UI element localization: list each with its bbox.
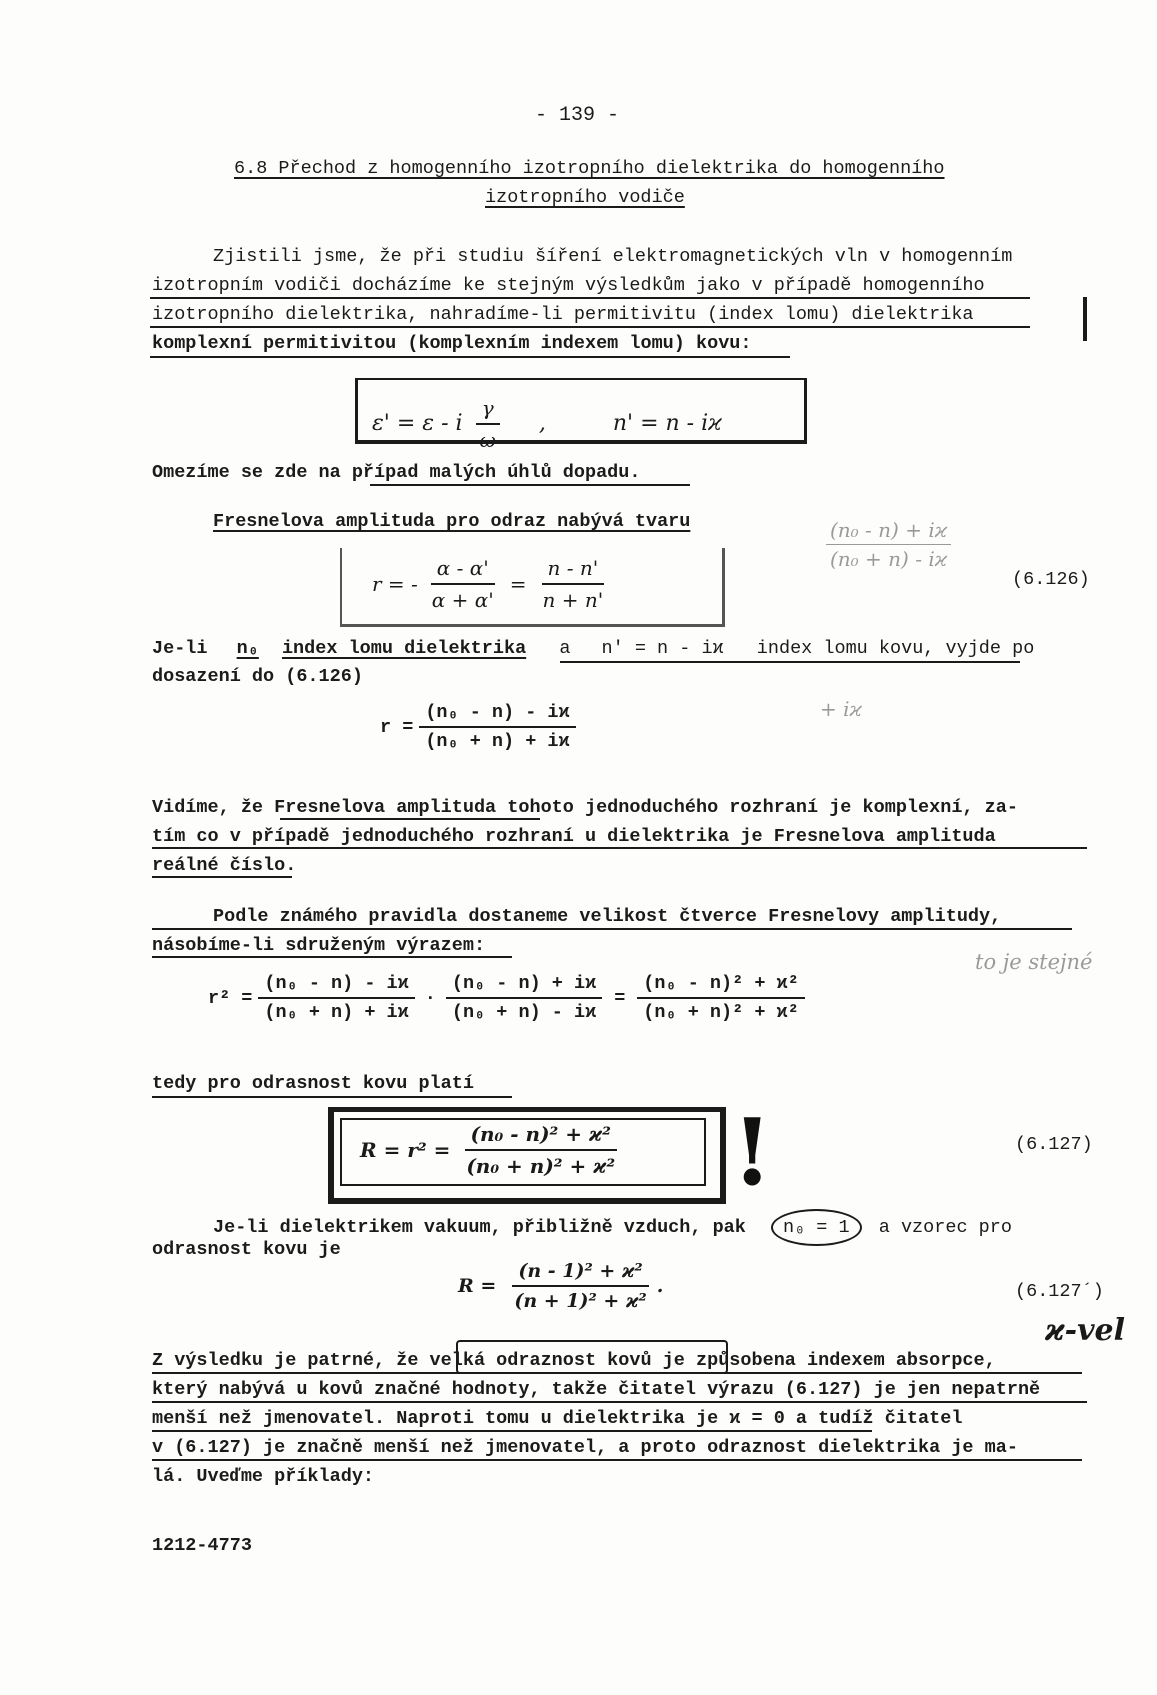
fraction-reflectance (460, 1122, 621, 1178)
conclusion-line-5: lá. Uveďme příklady: (152, 1466, 375, 1487)
underline-stroke (152, 1459, 1082, 1461)
je-li-line-1 (152, 638, 1034, 659)
equation-label-6-127: (6.127) (1015, 1134, 1093, 1155)
comma: , (538, 411, 546, 436)
fraction-r2-second (446, 973, 602, 1023)
fraction-r2-first (258, 973, 414, 1023)
fraction-r2-result (637, 973, 804, 1023)
fraction-alpha (426, 556, 500, 612)
equation-6-126 (372, 556, 609, 612)
fraction-denominator: (n₀ + n)² + ϰ² (643, 1002, 799, 1023)
underline-stroke (152, 847, 1087, 849)
underline-stroke (150, 326, 1030, 328)
complex-index-equation: n' = n - iϰ (612, 411, 722, 436)
exclamation-mark: ! (732, 1098, 773, 1206)
tedy-sentence: tedy pro odrasnost kovu platí (152, 1073, 474, 1094)
fraction-numerator: n - n' (542, 556, 605, 585)
text-a: a (559, 638, 571, 659)
equation-label-6-127-prime: (6.127´) (1015, 1281, 1104, 1302)
page-number: - 139 - (535, 104, 620, 127)
underline-stroke (150, 356, 790, 358)
multiplication-dot: · (424, 987, 436, 1009)
fraction-denominator: α + α' (431, 588, 494, 612)
equals-sign: = (509, 572, 527, 596)
podle-line-1: Podle známého pravidla dostaneme velikost čtverce Fresnelovy amplitudy, (213, 906, 1002, 927)
equation-lhs: r = - (372, 572, 418, 596)
podle-line-2: násobíme-li sdruženým výrazem: (152, 935, 486, 956)
circled-phrase (456, 1340, 728, 1374)
equation-label-6-126: (6.126) (1012, 569, 1090, 590)
pencil-note-numerator: (n₀ - n) + iϰ (826, 518, 951, 545)
vidime-line-3: reálné číslo. (152, 855, 297, 876)
text-vakuum: Je-li dielektrikem vakuum, přibližně vzduch, pak (213, 1217, 746, 1238)
margin-note-kappa: ϰ-vel (1045, 1313, 1126, 1348)
equation-lhs: R = (458, 1275, 497, 1297)
margin-bar-mark (1083, 297, 1087, 341)
equation-lhs: r = (380, 716, 414, 738)
intro-line-1: Zjistili jsme, že při studiu šíření elektromagnetických vln v homogenním (213, 246, 1013, 267)
permittivity-lhs: ε' = ε - i (372, 411, 463, 436)
fraction-denominator: (n₀ + n) + iϰ (425, 731, 570, 752)
conclusion-line-2: který nabývá u kovů značné hodnoty, takže čitatel výrazu (6.127) je jen nepatrně (152, 1379, 1041, 1400)
conclusion-line-3: menší než jmenovatel. Naproti tomu u dielektrika je ϰ = 0 a tudíž čitatel (152, 1408, 963, 1429)
underline-stroke (152, 956, 512, 958)
intro-line-4: komplexní permitivitou (komplexním indexem lomu) kovu: (152, 333, 752, 354)
fraction-denominator: (n₀ + n) - iϰ (451, 1002, 597, 1023)
equation-lhs: r² = (208, 987, 253, 1009)
circled-n0-equals-1: n₀ = 1 (771, 1209, 862, 1246)
fraction-denominator: (n₀ + n) + iϰ (264, 1002, 409, 1023)
equation-6-127-prime (458, 1260, 663, 1312)
period: . (656, 1275, 664, 1297)
vidime-line-1: Vidíme, že Fresnelova amplituda tohoto jednoduchého rozhraní je komplexní, za- (152, 797, 1018, 818)
fraction-numerator: (n₀ - n)² + ϰ² (465, 1122, 617, 1151)
conclusion-line-4: v (6.127) je značně menší než jmenovatel, a proto odraznost dielektrika je ma- (152, 1437, 1018, 1458)
intro-line-2: izotropním vodiči docházíme ke stejným výsledkům jako v případě homogenního (152, 275, 985, 296)
symbol-complex-index: n' = n - iϰ (601, 638, 724, 659)
pencil-note-r2: to je stejné (975, 950, 1093, 974)
underline-stroke (152, 1430, 872, 1432)
underline-stroke (152, 928, 1072, 930)
fraction-denominator: ω (479, 428, 496, 452)
text-index-metal: index lomu kovu, vyjde po (756, 638, 1035, 659)
pencil-margin-note (826, 518, 951, 571)
fraction-numerator: (n - 1)² + ϰ² (512, 1260, 648, 1287)
equation-6-127 (360, 1122, 621, 1178)
underline-stroke (152, 1096, 512, 1098)
conclusion-line-1: Z výsledku je patrné, že velká odraznost kovů je způsobena indexem absorpce, (152, 1350, 996, 1371)
je-li-line-2: dosazení do (6.126) (152, 666, 363, 687)
intro-line-3: izotropního dielektrika, nahradíme-li permitivitu (index lomu) dielektrika (152, 304, 974, 325)
fraction-reflectance-vacuum (508, 1260, 652, 1312)
fraction-numerator: (n₀ - n) - iϰ (258, 973, 414, 999)
underline-stroke (560, 661, 1020, 663)
fraction-denominator: (n₀ + n)² + ϰ² (466, 1154, 616, 1178)
symbol-n0: n₀ (236, 638, 259, 659)
fraction-numerator: (n₀ - n) - iϰ (419, 702, 575, 728)
vidime-line-2: tím co v případě jednoduchého rozhraní u dielektrika je Fresnelova amplituda (152, 826, 996, 847)
fraction-numerator: (n₀ - n)² + ϰ² (637, 973, 804, 999)
equals-sign: = (614, 987, 626, 1009)
equation-r-squared (208, 973, 805, 1023)
underline-stroke (370, 484, 690, 486)
underline-stroke (152, 876, 292, 878)
vakuum-line-2: odrasnost kovu je (152, 1239, 341, 1260)
footer-code: 1212-4773 (152, 1535, 252, 1556)
fraction-gamma-omega (474, 396, 502, 452)
text-vzorec-pro: a vzorec pro (878, 1217, 1012, 1238)
fresnel-intro: Fresnelova amplituda pro odraz nabývá tvaru (213, 511, 691, 532)
equation-r (380, 702, 576, 752)
fraction-index (537, 556, 610, 612)
fraction-numerator: γ (476, 396, 500, 425)
section-title: 6.8 Přechod z homogenního izotropního dielektrika do homogenního (234, 158, 945, 179)
small-angles-sentence: Omezíme se zde na případ malých úhlů dopadu. (152, 462, 641, 483)
fraction-denominator: n + n' (542, 588, 604, 612)
underline-stroke (280, 818, 540, 820)
text-index-dielectric: index lomu dielektrika (281, 638, 527, 659)
pencil-note-denominator: (n₀ + n) - iϰ (830, 547, 948, 571)
fraction-numerator: (n₀ - n) + iϰ (446, 973, 602, 999)
fraction-numerator: α - α' (431, 556, 495, 585)
equation-lhs: R = r² = (360, 1138, 451, 1162)
section-title-line2: izotropního vodiče (485, 187, 685, 208)
underline-stroke (150, 297, 1030, 299)
fraction-denominator: (n + 1)² + ϰ² (514, 1290, 647, 1312)
text-je-li: Je-li (152, 638, 208, 659)
permittivity-equation (372, 396, 722, 452)
fraction-r (419, 702, 575, 752)
underline-stroke (152, 1401, 1087, 1403)
pencil-note-r: + iϰ (820, 697, 862, 721)
